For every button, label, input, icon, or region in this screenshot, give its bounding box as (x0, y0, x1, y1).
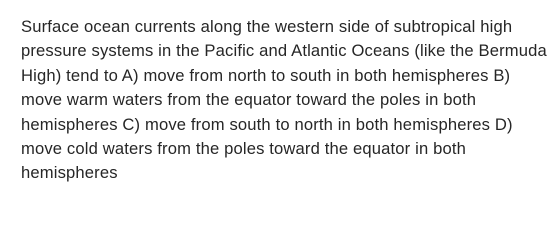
question-text: Surface ocean currents along the western side of subtropical high pressure systems in the Pacific and Atlantic Oceans (like the Bermuda High) tend to A) move from north to south in both hemispheres B) move warm waters from the equator toward the poles in both hemispheres C) move from south to north in both hemispheres D) move cold waters from the poles toward the equator in both hemispheres (21, 17, 547, 183)
